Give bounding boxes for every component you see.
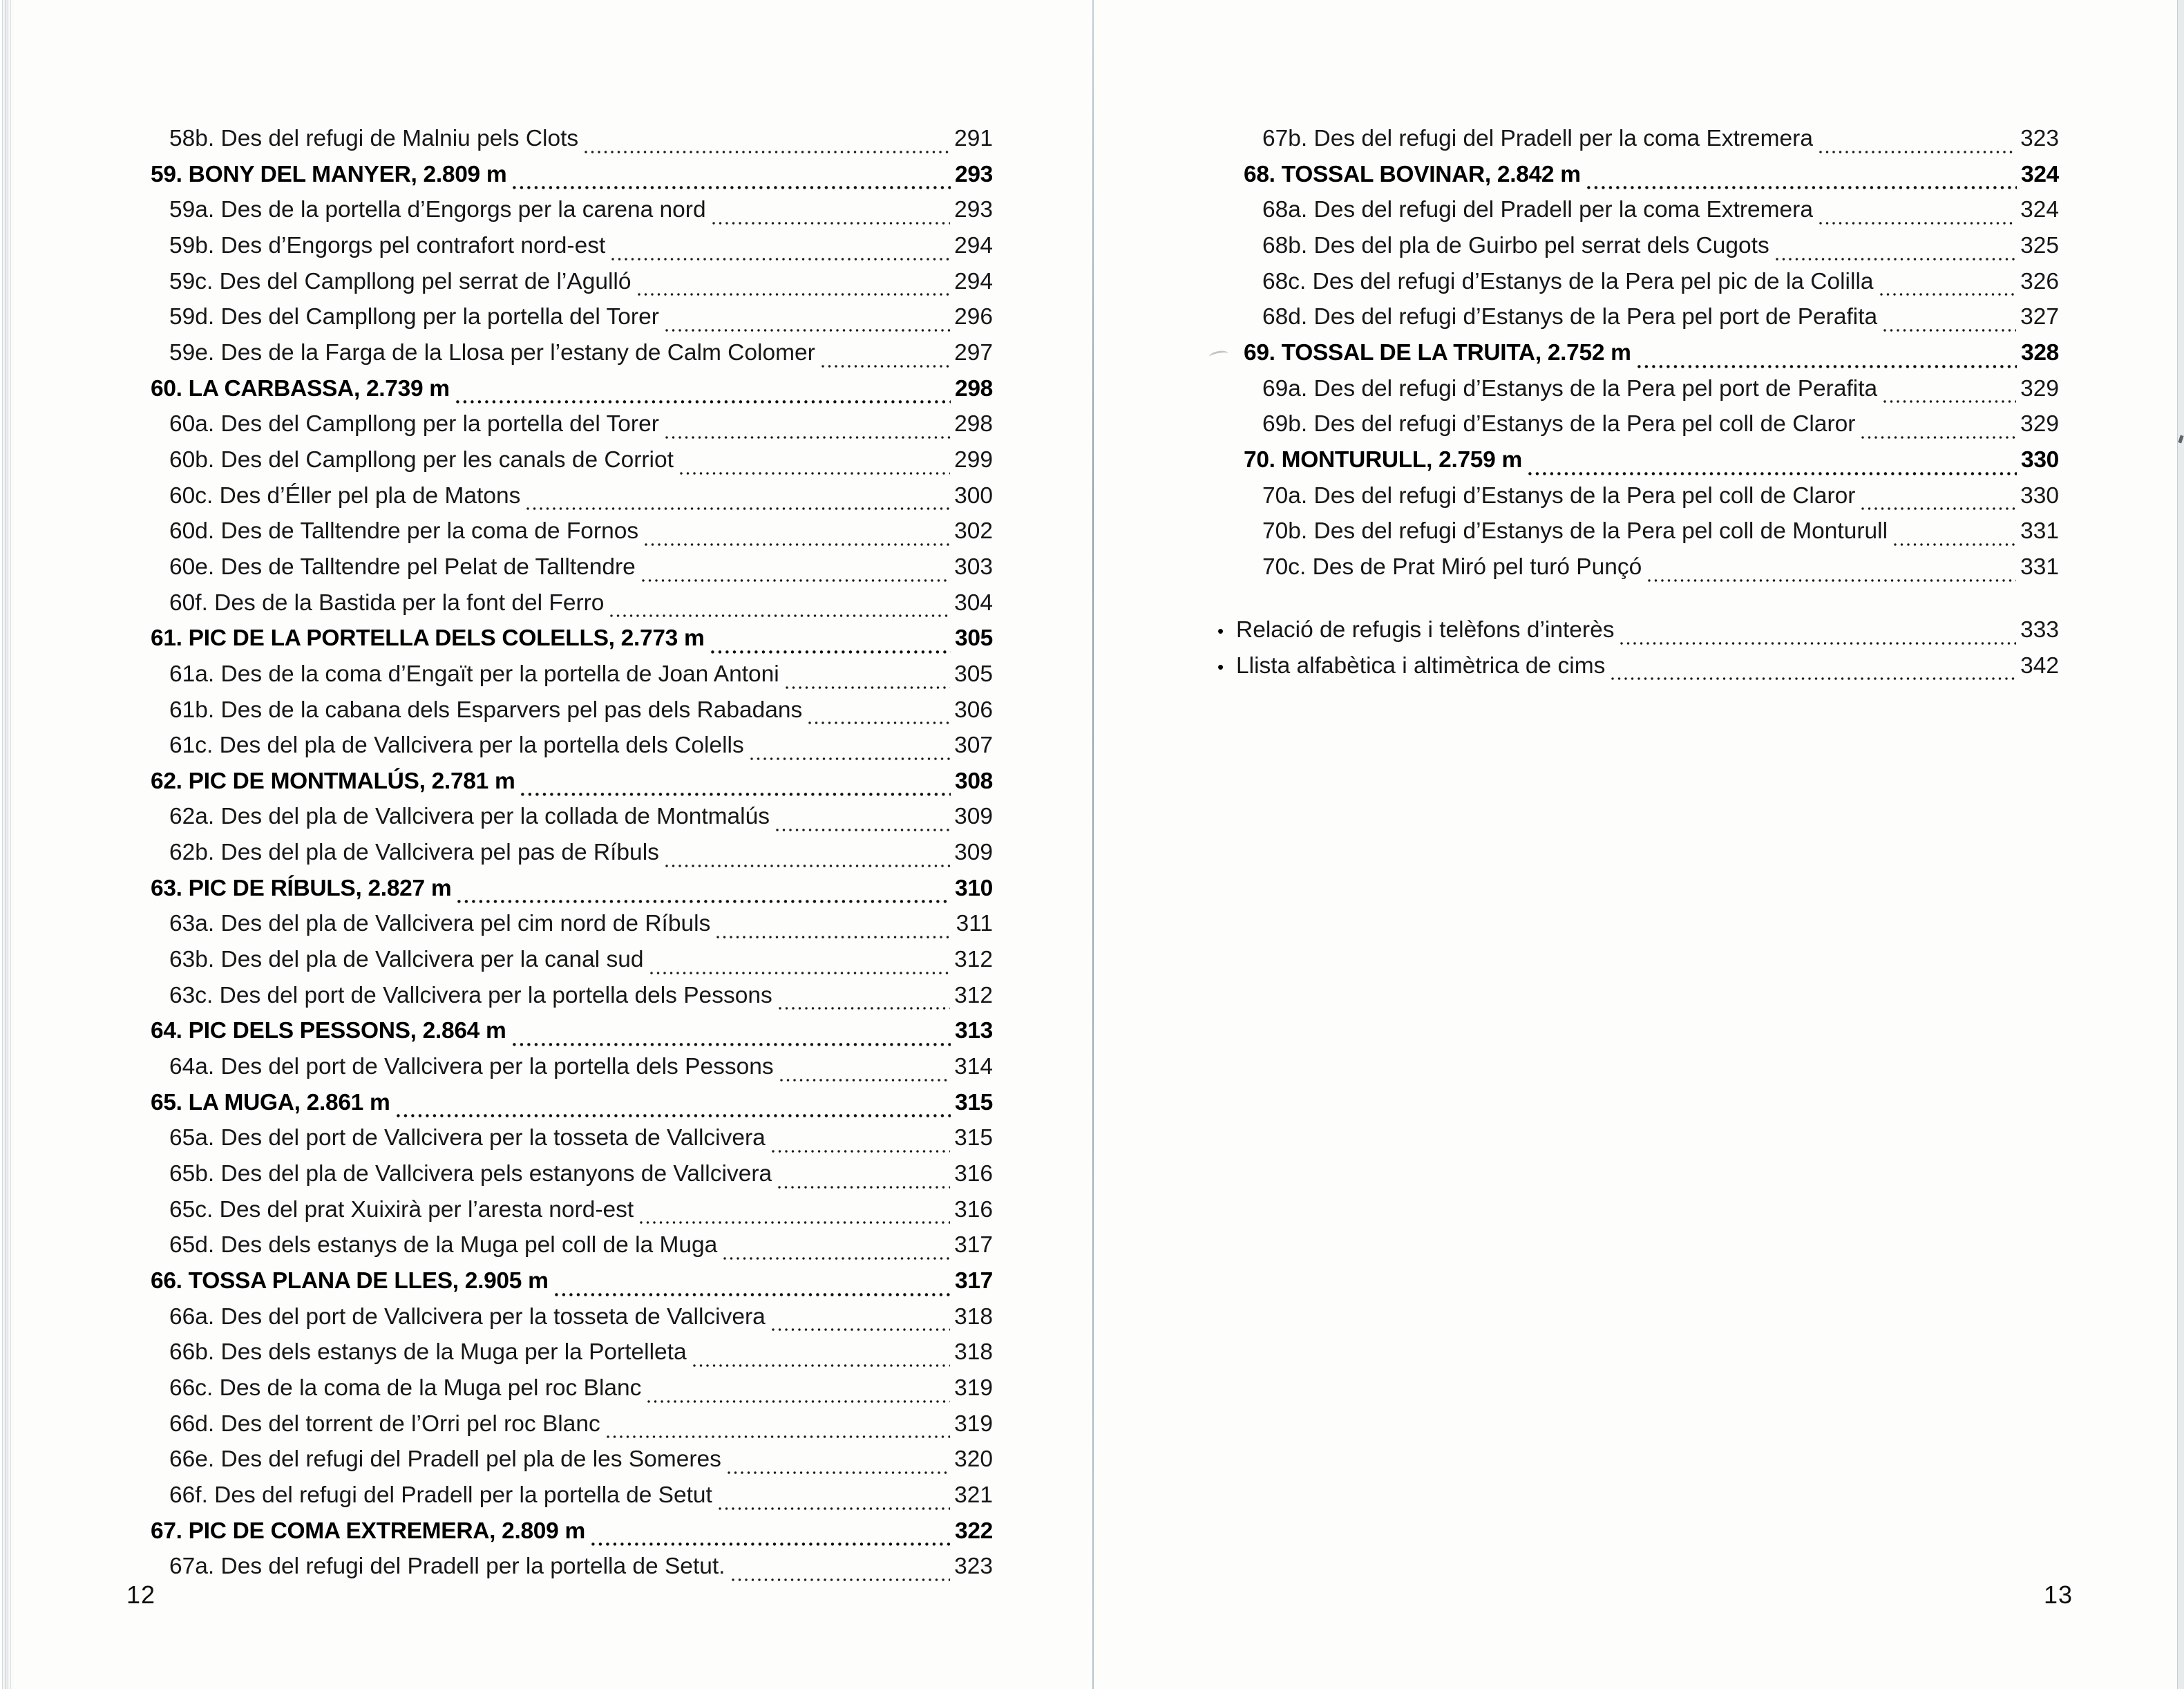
- dot-leader: [1819, 222, 2016, 225]
- toc-entry-page-number: 327: [2020, 304, 2059, 330]
- toc-entry-page-number: 316: [954, 1161, 993, 1187]
- toc-entry-page-number: 293: [954, 197, 993, 223]
- toc-entry-page-number: 324: [2020, 197, 2059, 223]
- dot-leader: [780, 1079, 951, 1082]
- toc-entry-page-number: 307: [954, 733, 993, 759]
- toc-extra-entry: [1217, 617, 2059, 653]
- dot-leader: [456, 400, 951, 404]
- toc-entry-page-number: 305: [955, 625, 993, 652]
- toc-extra-entry: [1217, 653, 2059, 689]
- toc-entry-label: 63a. Des del pla de Vallcivera pel cim nord de Ríbuls: [169, 911, 711, 937]
- page-gutter-line: [1092, 0, 1094, 1689]
- dot-leader: [786, 686, 950, 689]
- dot-leader: [772, 1150, 950, 1153]
- toc-sub-entry: [151, 1304, 993, 1340]
- dot-leader: [1611, 677, 2016, 680]
- dot-leader: [1587, 186, 2017, 189]
- toc-entry-page-number: 306: [954, 697, 993, 723]
- toc-entry-page-number: 331: [2020, 518, 2059, 545]
- toc-sub-entry: [1244, 483, 2059, 519]
- toc-sub-entry: [1244, 411, 2059, 447]
- bullet-icon: •: [1217, 621, 1224, 641]
- dot-leader: [640, 1221, 950, 1224]
- toc-main-entry: [151, 768, 993, 804]
- toc-entry-label: 68c. Des del refugi d’Estanys de la Pera pel pic de la Colilla: [1262, 268, 1874, 294]
- toc-entry-label: 65. LA MUGA, 2.861 m: [151, 1089, 390, 1115]
- dot-leader: [1883, 400, 2016, 403]
- toc-entry-page-number: 328: [2021, 339, 2059, 366]
- toc-entry-page-number: 318: [954, 1303, 993, 1330]
- toc-entry-label: 66. TOSSA PLANA DE LLES, 2.905 m: [151, 1268, 549, 1294]
- dot-leader: [1880, 293, 2017, 296]
- toc-entry-label: 66b. Des dels estanys de la Muga per la Portelleta: [169, 1339, 687, 1366]
- toc-sub-entry: [151, 1446, 993, 1482]
- toc-entry-label: 59. BONY DEL MANYER, 2.809 m: [151, 161, 507, 187]
- scan-right-edge: [2177, 0, 2184, 1689]
- toc-entry-page-number: 291: [954, 126, 993, 151]
- toc-sub-entry: [151, 1197, 993, 1233]
- dot-leader: [638, 293, 951, 296]
- toc-entry-page-number: 317: [955, 1268, 993, 1294]
- toc-entry-page-number: 325: [2020, 232, 2059, 258]
- toc-sub-entry: [151, 1125, 993, 1161]
- toc-entry-page-number: 333: [2020, 617, 2059, 643]
- toc-entry-page-number: 294: [954, 268, 993, 294]
- toc-entry-page-number: 309: [954, 840, 993, 866]
- dot-leader: [776, 829, 950, 831]
- toc-entry-label: 60d. Des de Talltendre per la coma de Fornos: [169, 518, 639, 545]
- toc-entry-label: 65b. Des del pla de Vallcivera pels estanyons de Vallcivera: [169, 1161, 772, 1187]
- toc-sub-entry: [151, 590, 993, 626]
- toc-entry-label: 59a. Des de la portella d’Engorgs per la carena nord: [169, 197, 706, 223]
- toc-sub-entry: [1244, 304, 2059, 340]
- toc-main-entry: [151, 1518, 993, 1554]
- toc-entry-page-number: 300: [954, 482, 993, 509]
- toc-entry-label: 68. TOSSAL BOVINAR, 2.842 m: [1244, 161, 1581, 187]
- toc-main-entry: [151, 376, 993, 412]
- toc-entry-label: 59e. Des de la Farga de la Llosa per l’estany de Calm Colomer: [169, 339, 815, 366]
- toc-sub-entry: [151, 483, 993, 519]
- toc-entry-label: 64a. Des del port de Vallcivera per la portella dels Pessons: [169, 1054, 774, 1080]
- dot-leader: [1861, 436, 2016, 439]
- toc-sub-entry: [151, 804, 993, 840]
- toc-main-entry: [151, 162, 993, 198]
- toc-entry-label: 69b. Des del refugi d’Estanys de la Pera pel coll de Claror: [1262, 411, 1856, 437]
- dot-leader: [610, 614, 950, 617]
- toc-entry-page-number: 316: [954, 1196, 993, 1223]
- toc-sub-entry: [151, 697, 993, 733]
- toc-entry-page-number: 322: [955, 1518, 993, 1544]
- toc-sub-entry: [151, 1339, 993, 1375]
- toc-sub-entry: [151, 840, 993, 876]
- toc-main-entry: [1244, 447, 2059, 483]
- toc-entry-label: 62b. Des del pla de Vallcivera pel pas de Ríbuls: [169, 840, 659, 866]
- toc-sub-entry: [1244, 554, 2059, 590]
- dot-leader: [1883, 329, 2016, 332]
- toc-entry-label: 68d. Des del refugi d’Estanys de la Pera pel port de Perafita: [1262, 304, 1878, 330]
- toc-entry-page-number: 342: [2020, 652, 2059, 679]
- right-page-number: 13: [2044, 1581, 2073, 1609]
- toc-entry-label: 66a. Des del port de Vallcivera per la tosseta de Vallcivera: [169, 1303, 766, 1330]
- toc-entry-page-number: 297: [954, 339, 993, 366]
- toc-sub-entry: [151, 733, 993, 768]
- toc-entry-page-number: 315: [954, 1125, 993, 1151]
- toc-sub-entry: [1244, 376, 2059, 412]
- toc-entry-label: 66d. Des del torrent de l’Orri pel roc Blanc: [169, 1410, 600, 1437]
- toc-entry-label: 65d. Des dels estanys de la Muga pel coll de la Muga: [169, 1232, 718, 1258]
- toc-main-entry: [151, 876, 993, 912]
- dot-leader: [1894, 543, 2016, 546]
- dot-leader: [665, 329, 950, 332]
- toc-entry-label: 66c. Des de la coma de la Muga pel roc Blanc: [169, 1375, 642, 1401]
- toc-entry-page-number: 324: [2021, 161, 2059, 187]
- toc-entry-page-number: 293: [955, 161, 993, 187]
- toc-entry-label: 59c. Des del Campllong pel serrat de l’Agulló: [169, 268, 632, 294]
- toc-entry-page-number: 326: [2020, 268, 2059, 294]
- toc-sub-entry: [151, 1232, 993, 1268]
- toc-entry-label: 63c. Des del port de Vallcivera per la portella dels Pessons: [169, 982, 772, 1008]
- toc-entry-page-number: 305: [954, 661, 993, 687]
- toc-entry-label: 65a. Des del port de Vallcivera per la tosseta de Vallcivera: [169, 1125, 766, 1151]
- dot-leader: [723, 1257, 950, 1260]
- toc-sub-entry: [151, 1375, 993, 1411]
- toc-entry-page-number: 312: [954, 982, 993, 1008]
- dot-leader: [719, 1507, 950, 1510]
- toc-entry-label: 60c. Des d’Éller pel pla de Matons: [169, 482, 521, 509]
- toc-entry-label: 61. PIC DE LA PORTELLA DELS COLELLS, 2.773 m: [151, 625, 705, 652]
- toc-sub-entry: [151, 1161, 993, 1197]
- dot-leader: [607, 1435, 950, 1438]
- toc-entry-page-number: 329: [2020, 411, 2059, 437]
- toc-entry-page-number: 323: [954, 1554, 993, 1580]
- toc-entry-label: 70c. Des de Prat Miró pel turó Punçó: [1262, 554, 1642, 580]
- toc-entry-label: 69a. Des del refugi d’Estanys de la Pera pel port de Perafita: [1262, 375, 1878, 402]
- dot-leader: [665, 436, 950, 439]
- dot-leader: [728, 1471, 950, 1474]
- toc-left-column: [151, 126, 993, 1589]
- dot-leader: [732, 1578, 951, 1581]
- toc-entry-label: 70a. Des del refugi d’Estanys de la Pera pel coll de Claror: [1262, 482, 1856, 509]
- toc-entry-page-number: 314: [954, 1054, 993, 1080]
- toc-entry-page-number: 311: [956, 911, 993, 937]
- toc-main-entry: [1244, 162, 2059, 198]
- dot-leader: [611, 258, 950, 261]
- toc-main-entry: [151, 1018, 993, 1054]
- dot-leader: [822, 365, 950, 368]
- toc-entry-label: 61b. Des de la cabana dels Esparvers pel pas dels Rabadans: [169, 697, 803, 723]
- toc-entry-label: 64. PIC DELS PESSONS, 2.864 m: [151, 1018, 506, 1044]
- dot-leader: [1528, 472, 2017, 475]
- dot-leader: [526, 507, 950, 510]
- toc-main-entry: [151, 1090, 993, 1126]
- dot-leader: [642, 579, 950, 582]
- toc-entry-label: 69. TOSSAL DE LA TRUITA, 2.752 m: [1244, 339, 1631, 366]
- toc-entry-page-number: 330: [2020, 482, 2059, 509]
- toc-sub-entry: [151, 447, 993, 483]
- toc-entry-page-number: 302: [954, 518, 993, 545]
- toc-sub-entry: [151, 197, 993, 233]
- toc-entry-label: 58b. Des del refugi de Malniu pels Clots: [169, 126, 579, 151]
- dot-leader: [772, 1328, 950, 1331]
- toc-sub-entry: [151, 947, 993, 983]
- toc-entry-label: 67a. Des del refugi del Pradell per la portella de Setut.: [169, 1554, 725, 1580]
- toc-entry-page-number: 299: [954, 446, 993, 473]
- toc-sub-entry: [151, 911, 993, 947]
- toc-entry-label: 60b. Des del Campllong per les canals de Corriot: [169, 446, 674, 473]
- dot-leader: [1637, 365, 2017, 368]
- toc-entry-label: 60a. Des del Campllong per la portella del Torer: [169, 411, 659, 437]
- dot-leader: [808, 721, 950, 724]
- dot-leader: [1819, 151, 2016, 153]
- dot-leader: [716, 936, 951, 938]
- toc-sub-entry: [1244, 518, 2059, 554]
- toc-entry-page-number: 310: [955, 875, 993, 901]
- toc-right-extras: [1217, 617, 2059, 688]
- toc-sub-entry: [151, 1482, 993, 1518]
- toc-right-column: [1244, 126, 2059, 590]
- dot-leader: [397, 1114, 951, 1117]
- dot-leader: [513, 186, 951, 189]
- toc-main-entry: [1244, 340, 2059, 376]
- toc-entry-label: Relació de refugis i telèfons d’interès: [1236, 617, 1615, 643]
- toc-entry-page-number: 319: [954, 1375, 993, 1401]
- dot-leader: [585, 151, 950, 153]
- toc-entry-page-number: 330: [2021, 446, 2059, 473]
- dot-leader: [693, 1364, 950, 1367]
- toc-entry-page-number: 315: [955, 1089, 993, 1115]
- dot-leader: [650, 972, 951, 974]
- toc-sub-entry: [151, 554, 993, 590]
- toc-entry-label: 67. PIC DE COMA EXTREMERA, 2.809 m: [151, 1518, 585, 1544]
- toc-sub-entry: [151, 340, 993, 376]
- dot-leader: [665, 865, 950, 867]
- toc-sub-entry: [151, 1411, 993, 1447]
- toc-entry-label: 70. MONTURULL, 2.759 m: [1244, 446, 1522, 473]
- dot-leader: [555, 1293, 951, 1296]
- toc-entry-page-number: 298: [955, 375, 993, 402]
- toc-entry-page-number: 308: [955, 768, 993, 794]
- dot-leader: [1648, 579, 2016, 582]
- toc-entry-label: 66e. Des del refugi del Pradell pel pla de les Someres: [169, 1446, 721, 1473]
- toc-entry-page-number: 323: [2020, 126, 2059, 151]
- toc-sub-entry: [1244, 233, 2059, 269]
- dot-leader: [1861, 507, 2016, 510]
- toc-entry-label: 60e. Des de Talltendre pel Pelat de Talltendre: [169, 554, 636, 580]
- toc-sub-entry: [151, 304, 993, 340]
- toc-entry-page-number: 312: [954, 947, 993, 973]
- toc-entry-page-number: 298: [954, 411, 993, 437]
- toc-sub-entry: [1244, 126, 2059, 162]
- dot-leader: [513, 1043, 951, 1046]
- dot-leader: [591, 1542, 951, 1546]
- dot-leader: [1620, 642, 2016, 645]
- toc-main-entry: [151, 625, 993, 661]
- toc-entry-page-number: 294: [954, 232, 993, 258]
- toc-entry-page-number: 321: [954, 1482, 993, 1508]
- dot-leader: [778, 1186, 950, 1189]
- toc-entry-page-number: 304: [954, 589, 993, 616]
- toc-entry-label: 65c. Des del prat Xuixirà per l’aresta nord-est: [169, 1196, 634, 1223]
- toc-entry-page-number: 331: [2020, 554, 2059, 580]
- toc-sub-entry: [151, 126, 993, 162]
- toc-entry-page-number: 319: [954, 1410, 993, 1437]
- toc-entry-label: 62. PIC DE MONTMALÚS, 2.781 m: [151, 768, 515, 794]
- dot-leader: [645, 543, 950, 546]
- toc-sub-entry: [1244, 269, 2059, 305]
- toc-sub-entry: [151, 1554, 993, 1589]
- toc-entry-label: Llista alfabètica i altimètrica de cims: [1236, 652, 1606, 679]
- toc-sub-entry: [1244, 197, 2059, 233]
- toc-entry-page-number: 303: [954, 554, 993, 580]
- dot-leader: [712, 222, 951, 225]
- book-edge-lines: [0, 0, 14, 1689]
- bullet-icon: •: [1217, 656, 1224, 677]
- toc-sub-entry: [151, 269, 993, 305]
- toc-entry-label: 59d. Des del Campllong per la portella del Torer: [169, 304, 659, 330]
- toc-entry-label: 60f. Des de la Bastida per la font del Ferro: [169, 589, 605, 616]
- toc-sub-entry: [151, 983, 993, 1019]
- dot-leader: [457, 900, 951, 903]
- left-page-number: 12: [126, 1581, 156, 1609]
- toc-entry-label: 63b. Des del pla de Vallcivera per la canal sud: [169, 947, 644, 973]
- dot-leader: [647, 1400, 950, 1403]
- toc-entry-page-number: 309: [954, 804, 993, 830]
- dot-leader: [711, 650, 951, 654]
- toc-entry-label: 62a. Des del pla de Vallcivera per la collada de Montmalús: [169, 804, 770, 830]
- toc-entry-label: 60. LA CARBASSA, 2.739 m: [151, 375, 450, 402]
- toc-entry-label: 59b. Des d’Engorgs pel contrafort nord-est: [169, 232, 606, 258]
- toc-sub-entry: [151, 1054, 993, 1090]
- toc-entry-label: 68a. Des del refugi del Pradell per la coma Extremera: [1262, 197, 1813, 223]
- dot-leader: [680, 472, 950, 475]
- toc-sub-entry: [151, 411, 993, 447]
- toc-sub-entry: [151, 518, 993, 554]
- toc-entry-page-number: 313: [955, 1018, 993, 1044]
- toc-entry-label: 70b. Des del refugi d’Estanys de la Pera pel coll de Monturull: [1262, 518, 1888, 545]
- toc-entry-page-number: 329: [2020, 375, 2059, 402]
- toc-entry-page-number: 317: [954, 1232, 993, 1258]
- toc-main-entry: [151, 1268, 993, 1304]
- toc-entry-label: 61c. Des del pla de Vallcivera per la portella dels Colells: [169, 733, 744, 759]
- toc-entry-label: 66f. Des del refugi del Pradell per la portella de Setut: [169, 1482, 712, 1508]
- toc-entry-page-number: 318: [954, 1339, 993, 1366]
- toc-entry-page-number: 320: [954, 1446, 993, 1473]
- toc-sub-entry: [151, 233, 993, 269]
- toc-entry-label: 68b. Des del pla de Guirbo pel serrat dels Cugots: [1262, 232, 1769, 258]
- toc-sub-entry: [151, 661, 993, 697]
- dot-leader: [779, 1007, 950, 1010]
- toc-entry-label: 67b. Des del refugi del Pradell per la coma Extremera: [1262, 126, 1813, 151]
- toc-entry-label: 63. PIC DE RÍBULS, 2.827 m: [151, 875, 452, 901]
- toc-entry-label: 61a. Des de la coma d’Engaït per la portella de Joan Antoni: [169, 661, 779, 687]
- dot-leader: [1776, 258, 2016, 261]
- toc-entry-page-number: 296: [954, 304, 993, 330]
- dot-leader: [521, 793, 951, 796]
- dot-leader: [750, 757, 950, 760]
